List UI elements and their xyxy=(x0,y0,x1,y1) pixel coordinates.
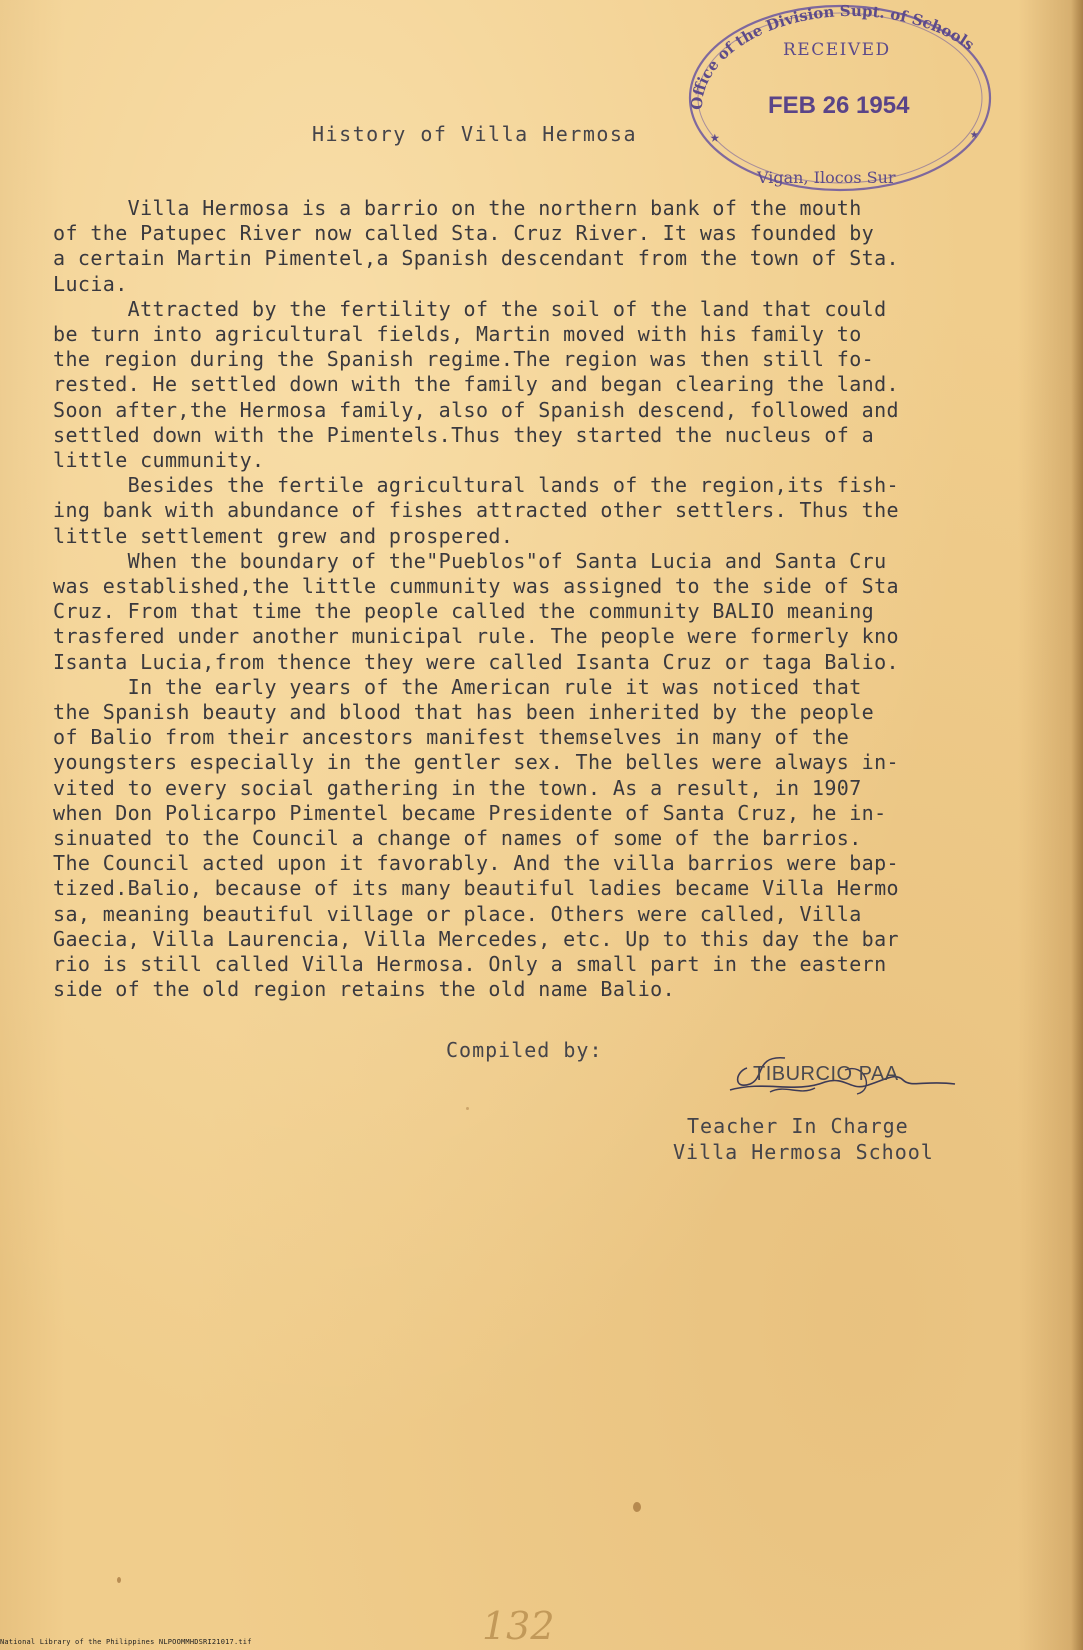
signatory-role: Teacher In Charge xyxy=(687,1114,909,1138)
compiled-by-label: Compiled by: xyxy=(446,1038,603,1062)
body-line: rio is still called Villa Hermosa. Only a small part in the eastern xyxy=(53,952,887,977)
ink-speck xyxy=(633,1502,641,1512)
handwritten-page-number: 132 xyxy=(482,1604,555,1648)
stamp-arc-text: Office of the Division Supt. of Schools xyxy=(687,1,978,111)
body-line: tized.Balio, because of its many beautiful ladies became Villa Hermo xyxy=(53,876,899,901)
body-line: Villa Hermosa is a barrio on the northern bank of the mouth xyxy=(53,196,862,220)
body-line: when Don Policarpo Pimentel became Presidente of Santa Cruz, he in- xyxy=(53,800,887,825)
stamp-status: RECEIVED xyxy=(783,40,891,60)
stamp-star-icon: ★ xyxy=(970,126,979,142)
body-line: vited to every social gathering in the town. As a result, in 1907 xyxy=(53,775,862,800)
ink-speck xyxy=(117,1577,121,1583)
archive-footer: National Library of the Philippines NLPOOMMHDSRI21017.tif xyxy=(0,1638,252,1646)
body-line: Cruz. From that time the people called the community BALIO meaning xyxy=(53,599,875,624)
body-line: of the Patupec River now called Sta. Cruz River. It was founded by xyxy=(53,221,875,246)
body-line: Lucia. xyxy=(53,271,128,296)
body-line: the Spanish beauty and blood that has been inherited by the people xyxy=(53,700,875,725)
ink-speck xyxy=(466,1107,469,1110)
stamp-star-icon: ★ xyxy=(710,127,720,146)
body-line: When the boundary of the"Pueblos"of Santa Lucia and Santa Cru xyxy=(53,548,887,573)
body-line: Isanta Lucia,from thence they were called Isanta Cruz or taga Balio. xyxy=(53,649,899,674)
body-line: Besides the fertile agricultural lands of the region,its fish- xyxy=(53,473,899,498)
document-title: History of Villa Hermosa xyxy=(312,122,637,146)
body-line: ing bank with abundance of fishes attracted other settlers. Thus the xyxy=(53,498,899,523)
body-line: Soon after,the Hermosa family, also of Spanish descend, followed and xyxy=(53,397,899,422)
body-line: a certain Martin Pimentel,a Spanish descendant from the town of Sta. xyxy=(53,246,899,271)
body-line: youngsters especially in the gentler sex. The belles were always in- xyxy=(53,750,899,775)
stamp-place: Vigan, Ilocos Sur xyxy=(757,168,896,187)
body-line: side of the old region retains the old name Balio. xyxy=(53,977,676,1002)
body-line: Attracted by the fertility of the soil of the land that could xyxy=(53,296,887,321)
document-body xyxy=(53,196,1083,1003)
body-line: Gaecia, Villa Laurencia, Villa Mercedes, etc. Up to this day the bar xyxy=(53,926,899,951)
body-line: was established,the little cummunity was assigned to the side of Sta xyxy=(53,574,899,599)
body-line: sa, meaning beautiful village or place. Others were called, Villa xyxy=(53,901,862,926)
body-line: be turn into agricultural fields, Martin moved with his family to xyxy=(53,322,862,347)
body-line: settled down with the Pimentels.Thus they started the nucleus of a xyxy=(53,422,875,447)
signatory-school: Villa Hermosa School xyxy=(673,1140,934,1164)
body-line: little settlement grew and prospered. xyxy=(53,523,514,548)
body-line: of Balio from their ancestors manifest themselves in many of the xyxy=(53,725,850,750)
body-line: The Council acted upon it favorably. And the villa barrios were bap- xyxy=(53,851,899,876)
body-line: the region during the Spanish regime.The region was then still fo- xyxy=(53,347,875,372)
body-line: little cummunity. xyxy=(53,448,265,473)
body-line: In the early years of the American rule it was noticed that xyxy=(53,674,862,699)
signatory-name: TIBURCIO PAA xyxy=(753,1063,899,1085)
body-line: rested. He settled down with the family and began clearing the land. xyxy=(53,372,899,397)
body-line: trasfered under another municipal rule. The people were formerly kno xyxy=(53,624,899,649)
stamp-date: FEB 26 1954 xyxy=(768,92,910,119)
body-line: sinuated to the Council a change of names of some of the barrios. xyxy=(53,826,862,851)
